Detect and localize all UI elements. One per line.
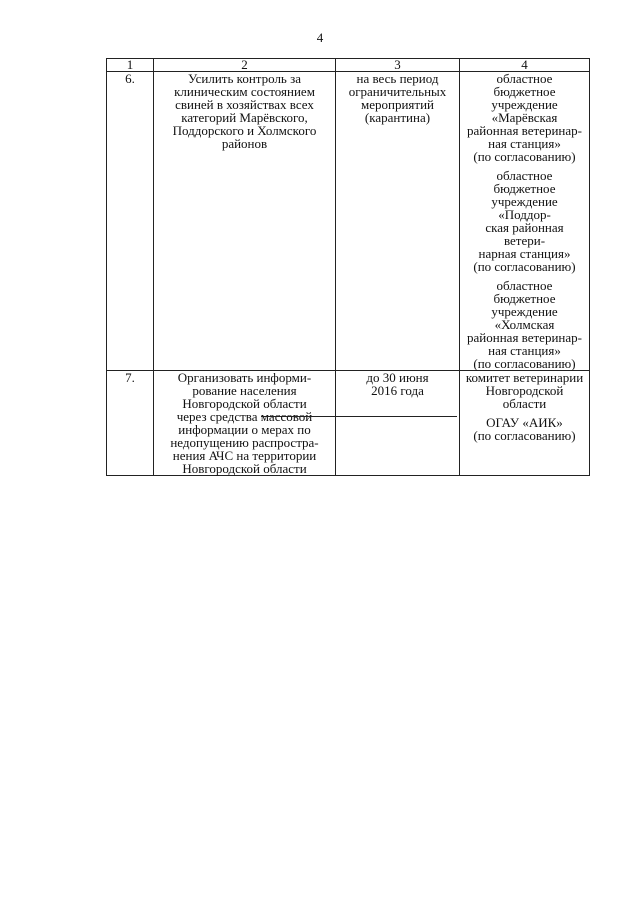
responsible-text: районная ветеринар-: [467, 123, 582, 138]
action-text: районов: [221, 136, 268, 151]
action-text: недопущению распростра-: [170, 435, 319, 450]
row-number: 6.: [107, 72, 154, 371]
action-cell: [154, 371, 336, 476]
action-text: Поддорского и Холмского: [172, 123, 317, 138]
header-col-4: 4: [460, 59, 590, 72]
header-col-3: 3: [336, 59, 460, 72]
table-row: [107, 371, 590, 476]
responsible-entry: [464, 72, 585, 163]
responsible-text: областное бюджетное: [493, 168, 556, 196]
responsible-text: районная ветеринар-: [467, 330, 582, 345]
term-text: мероприятий: [361, 97, 434, 112]
responsible-text: Новгородской области: [485, 383, 564, 411]
responsible-text: областное бюджетное: [493, 71, 556, 99]
page-number: 4: [316, 30, 324, 45]
action-text: через средства массовой: [176, 409, 313, 424]
action-text: нения АЧС на территории: [172, 448, 317, 463]
term-text: до 30 июня: [366, 370, 429, 385]
responsible-text: ная станция»: [488, 136, 561, 151]
responsible-text: областное бюджетное: [493, 278, 556, 306]
action-text: Усилить контроль за: [187, 71, 302, 86]
responsible-entry: [464, 371, 585, 410]
action-cell: [154, 72, 336, 371]
responsible-entry: [464, 279, 585, 370]
responsible-cell: [460, 72, 590, 371]
responsible-text: (по согласованию): [473, 149, 576, 164]
action-text: свиней в хозяйствах всех: [175, 97, 314, 112]
action-text: категорий Марёвского,: [181, 110, 308, 125]
term-text: (карантина): [364, 110, 431, 125]
responsible-text: ная станция»: [488, 343, 561, 358]
responsible-text: учреждение «Холмская: [491, 304, 558, 332]
action-text: Организовать информи-: [177, 370, 312, 385]
responsible-text: нарная станция»: [478, 246, 571, 261]
term-text: на весь период: [356, 71, 439, 86]
responsible-text: (по согласованию): [473, 259, 576, 274]
table-row: [107, 72, 590, 371]
row-number: 7.: [107, 371, 154, 476]
term-text: 2016 года: [371, 383, 424, 398]
responsible-entry: [464, 169, 585, 273]
responsible-text: ОГАУ «АИК»: [486, 415, 563, 430]
action-text: информации о мерах по: [178, 422, 311, 437]
action-text: Новгородской области: [182, 396, 307, 411]
action-text: Новгородской области: [182, 461, 307, 476]
term-cell: [336, 72, 460, 371]
term-text: ограничительных: [348, 84, 447, 99]
header-col-1: 1: [107, 59, 154, 72]
end-of-document-rule: [261, 416, 457, 417]
term-cell: [336, 371, 460, 476]
header-col-2: 2: [154, 59, 336, 72]
action-text: клиническим состоянием: [174, 84, 315, 99]
responsible-text: (по согласованию): [473, 428, 576, 443]
responsible-text: (по согласованию): [473, 356, 576, 371]
action-text: рование населения: [192, 383, 297, 398]
responsible-cell: [460, 371, 590, 476]
responsible-text: учреждение «Поддор-: [491, 194, 558, 222]
responsible-text: комитет ветеринарии: [465, 370, 584, 385]
measures-table: [106, 58, 590, 476]
table-header-row: [107, 59, 590, 72]
responsible-entry: [464, 416, 585, 442]
responsible-text: учреждение «Марёвская: [491, 97, 558, 125]
responsible-text: ская районная ветери-: [485, 220, 564, 248]
